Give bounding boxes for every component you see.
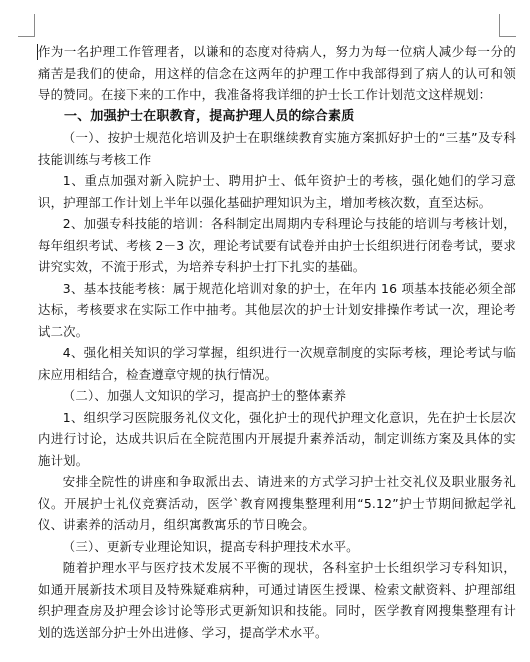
document-body[interactable]: [38, 41, 516, 643]
list-item: 安排全院性的讲座和争取派出去、请进来的方式学习护士社交礼仪及职业服务礼仪。开展护士礼仪竞赛活动，医学`教育网搜集整理利用“5.12”护士节期间掀起学礼仪、讲素养的活动月，组织寓教寓乐的节日晚会。: [38, 474, 516, 532]
section-heading: 一、加强护士在职教育，提高护理人员的综合素质: [64, 108, 355, 124]
crop-mark-top-left-vertical: [34, 14, 35, 36]
list-item: 1、组织学习医院服务礼仪文化，强化护士的现代护理文化意识，先在护士长层次内进行讨论，达成共识后在全院范围内开展提升素养活动，制定训练方案及具体的实施计划。: [38, 409, 516, 468]
list-item: 4、强化相关知识的学习掌握，组织进行一次规章制度的实际考核，理论考试与临床应用相结合，检查遵章守规的执行情况。: [38, 345, 516, 382]
list-item: 3、基本技能考核：属于规范化培训对象的护士，在年内 16 项基本技能必须全部达标，考核要求在实际工作中抽考。其他层次的护士计划安排操作考试一次，理论考试二次。: [38, 280, 516, 339]
list-item: 2、加强专科技能的培训：各科制定出周期内专科理论与技能的培训与考核计划，每年组织考试、考核 2－3 次，理论考试要有试卷并由护士长组织进行闭卷考试，要求讲究实效，不流于形式，为培养专科护士打下扎实的基础。: [38, 216, 516, 274]
crop-mark-top-right-vertical: [499, 14, 500, 36]
list-item: 随着护理水平与医疗技术发展不平衡的现状，各科室护士长组织学习专科知识，如通开展新技术项目及特殊疑难病种，可通过请医生授课、检索文献资料、护理部组织护理查房及护理会诊讨论等形式更新知识和技能。同时，医学教育网搜集整理有计划的选送部分护士外出进修、学习，提高学术水平。: [38, 560, 516, 640]
subsection-heading: （一）、按护士规范化培训及护士在职继续教育实施方案抓好护士的“三基”及专科技能训练与考核工作: [38, 130, 516, 167]
intro-paragraph: 作为一名护理工作管理者，以谦和的态度对待病人，努力为每一位病人减少每一分的痛苦是我们的使命，用这样的信念在这两年的护理工作中我部得到了病人的认可和领导的赞同。在接下来的工作中，我准备将我详细的护士长工作计划范文这样规划：: [38, 44, 516, 102]
list-item: 1、重点加强对新入院护士、聘用护士、低年资护士的考核，强化她们的学习意识，护理部工作计划上半年以强化基础护理知识为主，增加考核次数，直至达标。: [38, 173, 516, 210]
subsection-heading: （三）、更新专业理论知识，提高专科护理技术水平。: [62, 538, 359, 554]
crop-mark-top-left-horizontal: [18, 36, 35, 37]
crop-mark-top-right-horizontal: [499, 36, 516, 37]
subsection-heading: （二）、加强人文知识的学习，提高护士的整体素养: [62, 388, 347, 403]
